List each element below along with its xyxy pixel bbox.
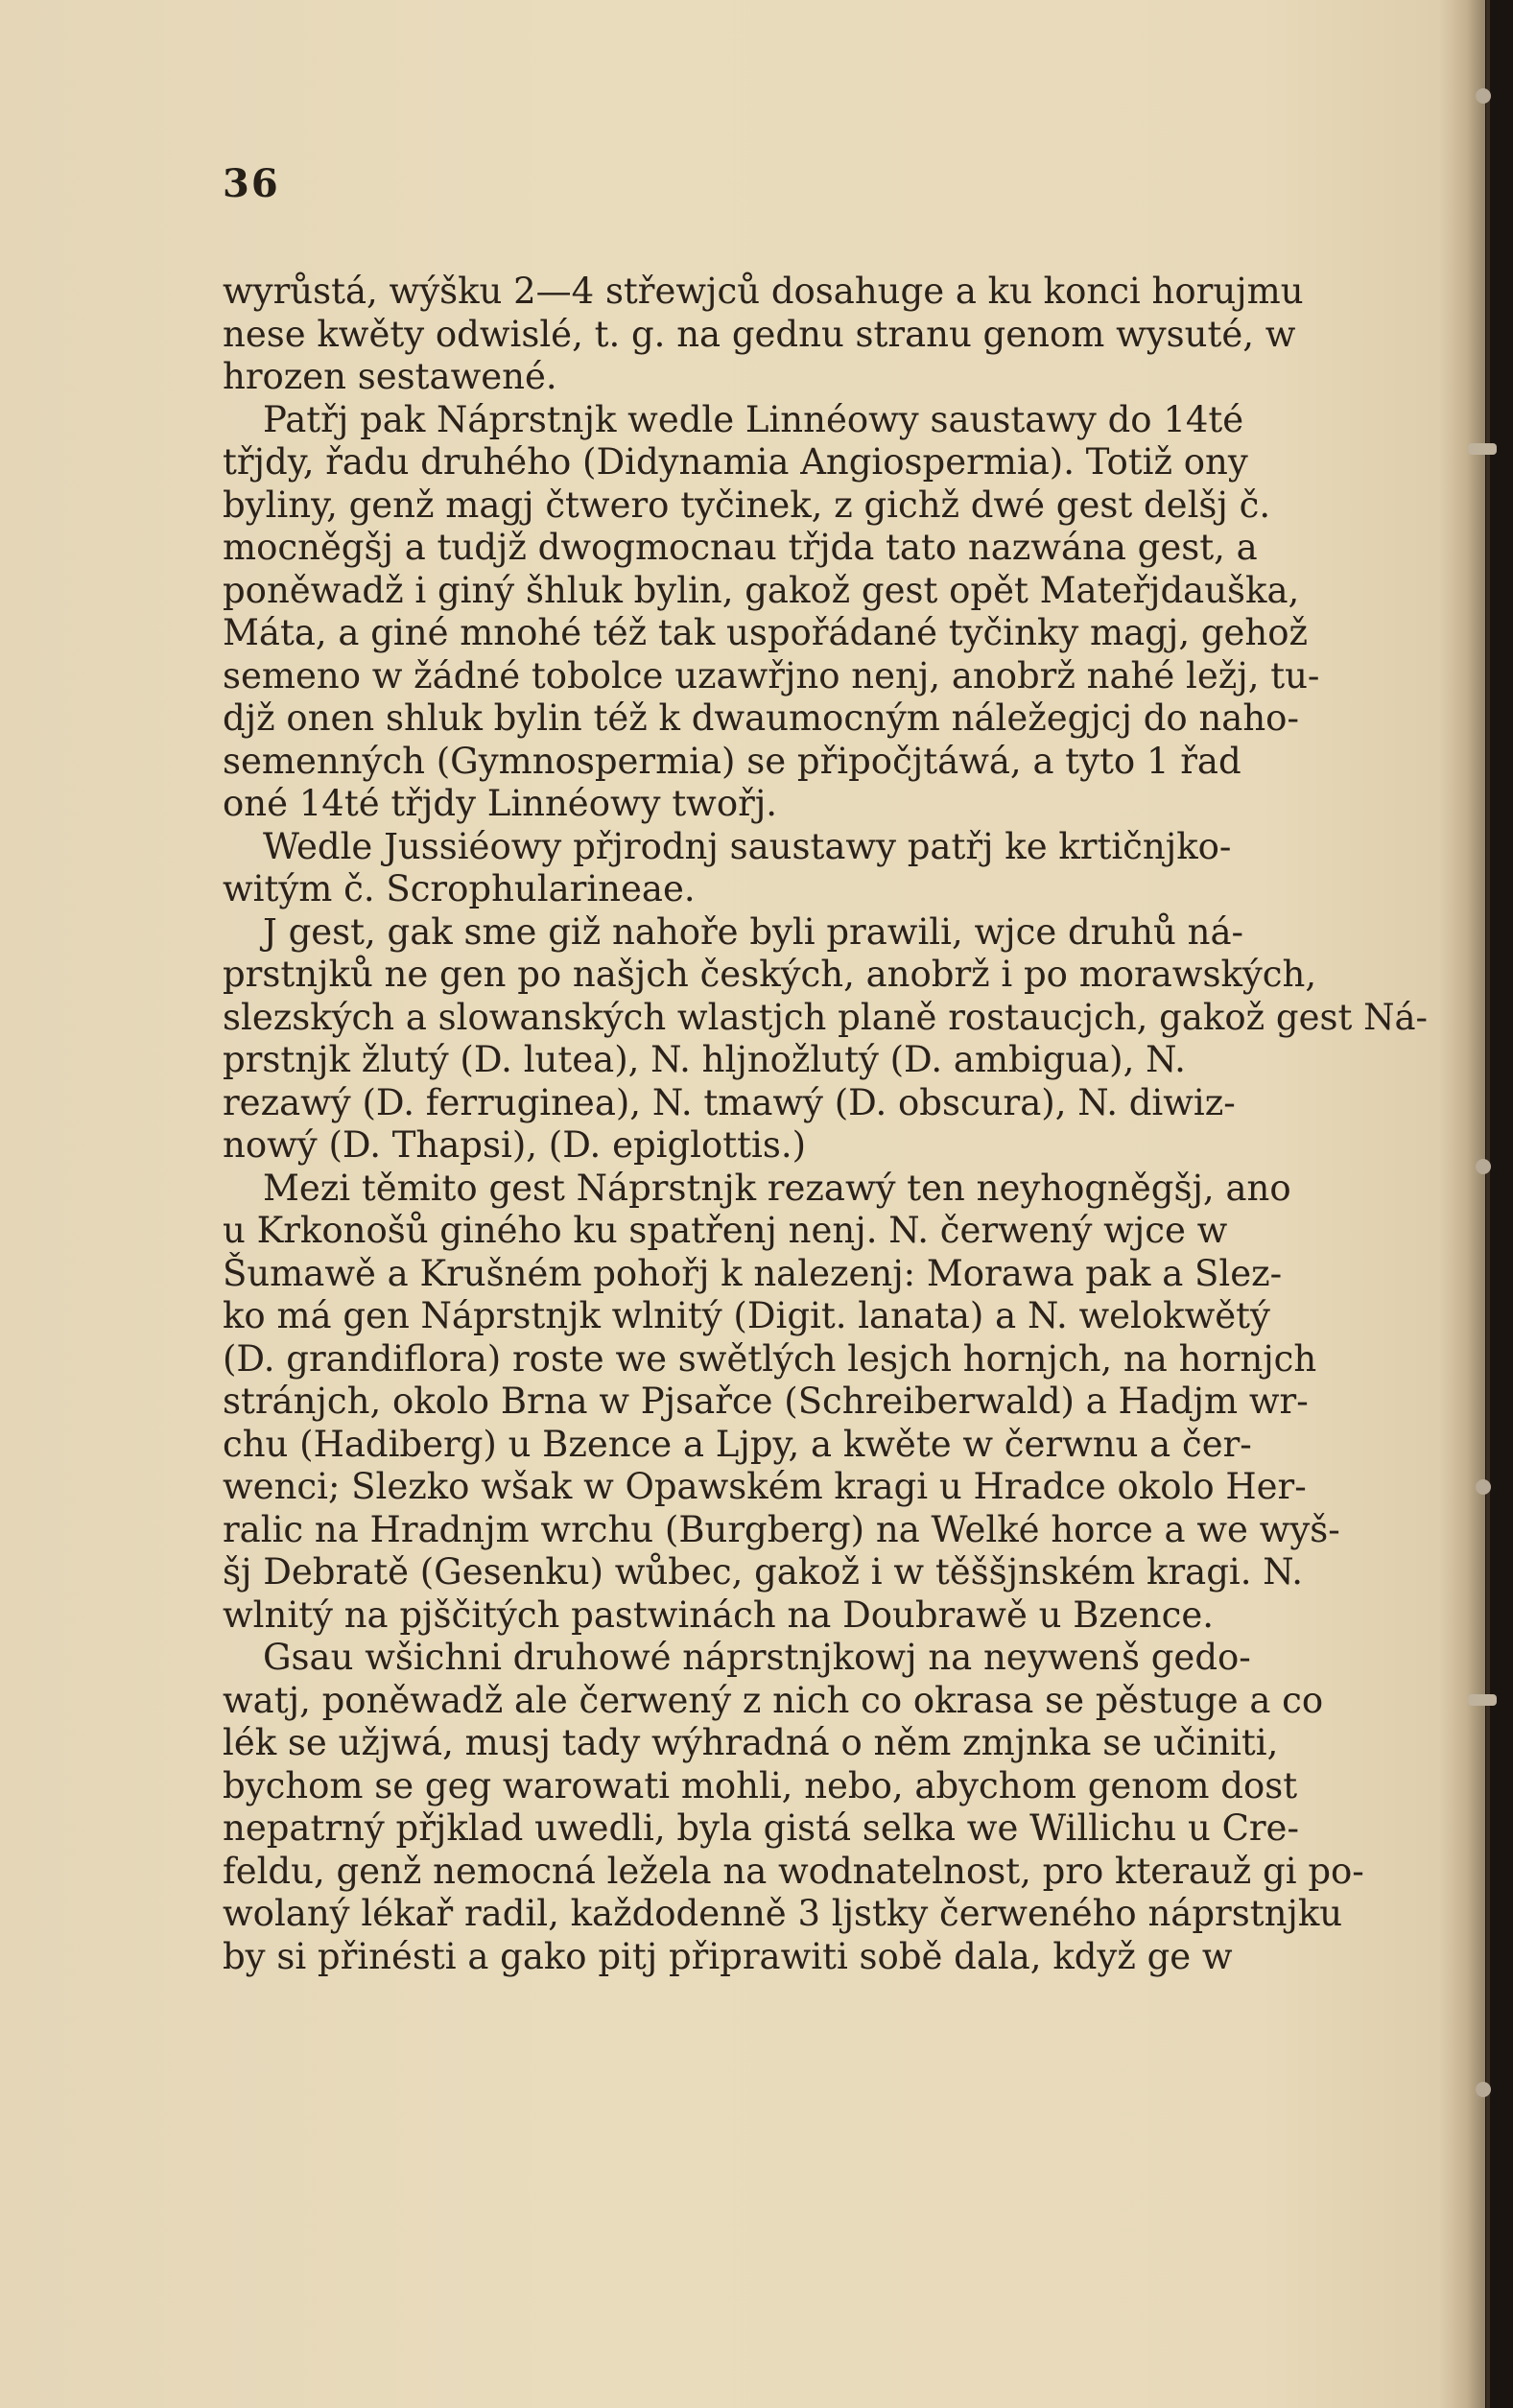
text-line: mocněgšj a tudjž dwogmocnau třjda tato nazwána gest, a <box>223 527 1258 568</box>
text-line: hrozen sestawené. <box>223 356 557 397</box>
text-line: bychom se geg warowati mohli, nebo, abychom genom dost <box>223 1764 1298 1806</box>
text-line: wyrůstá, wýšku 2—4 střewjců dosahuge a ku konci horujmu <box>223 271 1304 312</box>
text-line: wlnitý na pjščitých pastwinách na Doubrawě u Bzence. <box>223 1594 1215 1636</box>
text-line: stránjch, okolo Brna w Pjsařce (Schreiberwald) a Hadjm wr- <box>223 1381 1309 1422</box>
text-line: wolaný lékař radil, každodenně 3 ljstky čerweného náprstnjku <box>223 1893 1343 1934</box>
text-line: Mezi těmito gest Náprstnjk rezawý ten neyhogněgšj, ano <box>263 1167 1291 1209</box>
text-line: J gest, gak sme giž nahoře byli prawili, wjce druhů ná- <box>263 910 1243 953</box>
text-line: Wedle Jussiéowy přjrodnj saustawy patřj ke krtičnjko- <box>263 825 1232 867</box>
margin-dot <box>1476 1479 1491 1495</box>
margin-dot <box>1476 88 1491 104</box>
text-line: feldu, genž nemocná ležela na wodnatelnost, pro kterauž gi po- <box>223 1850 1364 1892</box>
text-line: byliny, genž magj čtwero tyčinek, z gichž dwé gest delšj č. <box>223 484 1271 526</box>
text-line: nepatrný přjklad uwedli, byla gistá selka we Willichu u Cre- <box>223 1807 1299 1849</box>
text-line: Šumawě a Krušném pohořj k nalezenj: Morawa pak a Slez- <box>223 1252 1283 1294</box>
text-line: watj, poněwadž ale čerwený z nich co okrasa se pěstuge a co <box>223 1679 1324 1721</box>
margin-dot <box>1476 2082 1491 2097</box>
text-line: djž onen shluk bylin též k dwaumocným náležegjcj do naho- <box>223 697 1299 739</box>
margin-mark <box>1468 443 1497 455</box>
text-line: slezských a slowanských wlastjch planě rostaucjch, gakož gest Ná- <box>223 996 1429 1038</box>
page-number: 36 <box>223 161 280 206</box>
text-line: třjdy, řadu druhého (Didynamia Angiospermia). Totiž ony <box>223 441 1248 483</box>
margin-mark <box>1468 1694 1497 1706</box>
text-line: u Krkonošů giného ku spatřenj nenj. N. čerwený wjce w <box>223 1210 1228 1251</box>
text-line: poněwadž i giný šhluk bylin, gakož gest opět Mateřjdauška, <box>223 569 1300 611</box>
margin-dot <box>1476 1159 1491 1174</box>
text-line: Patřj pak Náprstnjk wedle Linnéowy saustawy do 14té <box>263 398 1244 440</box>
text-line: oné 14té třjdy Linnéowy twořj. <box>223 783 778 824</box>
text-line: ko má gen Náprstnjk wlnitý (Digit. lanata) a N. welokwětý <box>223 1295 1270 1336</box>
text-line: nese kwěty odwislé, t. g. na gednu stranu genom wysuté, w <box>223 313 1296 355</box>
text-line: (D. grandiflora) roste we swětlých lesjch hornjch, na hornjch <box>223 1337 1317 1380</box>
text-line: chu (Hadiberg) u Bzence a Ljpy, a kwěte w čerwnu a čer- <box>223 1423 1252 1465</box>
text-line: Máta, a giné mnohé též tak uspořádané tyčinky magj, gehož <box>223 612 1309 653</box>
page-shadow-edge <box>1439 0 1485 2408</box>
text-line: prstnjk žlutý (D. lutea), N. hljnožlutý (D. ambigua), N. <box>223 1039 1186 1080</box>
text-line: lék se užjwá, musj tady wýhradná o něm zmjnka se učiniti, <box>223 1722 1279 1763</box>
text-line: rezawý (D. ferruginea), N. tmawý (D. obscura), N. diwiz- <box>223 1081 1236 1123</box>
binding-rule <box>1486 0 1490 2408</box>
text-line: semeno w žádné tobolce uzawřjno nenj, anobrž nahé ležj, tu- <box>223 654 1320 696</box>
text-line: prstnjků ne gen po našjch českých, anobrž i po morawských, <box>223 954 1317 995</box>
body-text <box>223 271 1429 1978</box>
text-line: šj Debratě (Gesenku) wůbec, gakož i w těššjnském kragi. N. <box>223 1551 1304 1593</box>
text-line: wenci; Slezko wšak w Opawském kragi u Hradce okolo Her- <box>223 1466 1307 1507</box>
text-line: ralic na Hradnjm wrchu (Burgberg) na Welké horce a we wyš- <box>223 1508 1340 1550</box>
text-line: semenných (Gymnospermia) se připočjtáwá, a tyto 1 řad <box>223 740 1241 782</box>
text-line: witým č. Scrophularineae. <box>223 868 696 909</box>
text-line: Gsau wšichni druhowé náprstnjkowj na neywenš gedo- <box>263 1637 1251 1678</box>
text-line: by si přinésti a gako pitj připrawiti sobě dala, když ge w <box>223 1935 1233 1977</box>
text-line: nowý (D. Thapsi), (D. epiglottis.) <box>223 1124 807 1166</box>
